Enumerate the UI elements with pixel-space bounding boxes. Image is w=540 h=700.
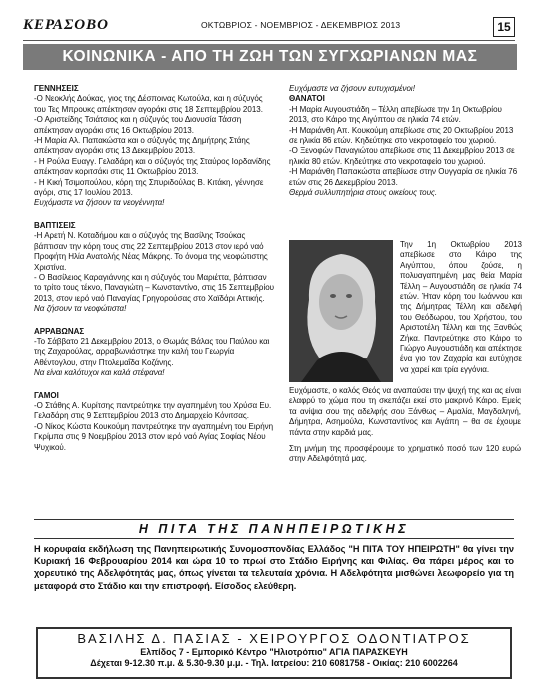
death-item: -Η Μαριάνθη Απ. Κουκούμη απεβίωσε στις 20 Οκτωβρίου 2013 σε ηλικία 86 ετών. Κηδεύτηκε στο νεκροταφείο του χωριού. bbox=[289, 125, 514, 146]
obituary-text: Την 1η Οκτωβρίου 2013 απεβίωσε στο Κάιρο της Αιγύπτου, όπου ζούσε, η πολυαγαπημένη μας θεία Μαρία Τέλλη – Αυγουστιάδη σε ηλικία 74 ετών. Ήταν κόρη του Ιωάννου και της Δήμητρας Τέλλη και αδελφή του Θεόδωρου, του Χρήστου, του Αριστοτέλη Τέλλη και της Ξανθώς Ζήκα. Παντρεύτηκε στο Κάιρο το Γιώργο Αυγουστιάδη και απέκτησε ένα γιο τον Ζαχαρία και ευτύχησε να χαρεί και τρία εγγόνια. bbox=[400, 240, 522, 374]
page-header bbox=[23, 16, 515, 41]
section-banner: ΚΟΙΝΩΝΙΚΑ - ΑΠΟ ΤΗ ΖΩΗ ΤΩΝ ΣΥΓΧΩΡΙΑΝΩΝ ΜΑΣ bbox=[23, 44, 517, 70]
wedding-item: -Ο Στάθης Α. Κυρίτσης παντρεύτηκε την αγαπημένη του Χρύσα Ευ. Γελαδάρη στις 9 Σεπτεμβρίου 2013 στο Δημαρχείο Κόνιτσας. bbox=[34, 400, 272, 421]
births-heading: ΓΕΝΝΗΣΕΙΣ bbox=[34, 84, 79, 93]
baptisms-wish: Να ζήσουν τα νεοφώτιστα! bbox=[34, 304, 127, 314]
ad-hours-phones: Δέχεται 9-12.30 π.μ. & 5.30-9.30 μ.μ. - Τηλ. Ιατρείου: 210 6081758 - Οικίας: 210 6002264 bbox=[90, 658, 458, 668]
issue-date: ΟΚΤΩΒΡΙΟΣ - ΝΟΕΜΒΡΙΟΣ - ΔΕΚΕΜΒΡΙΟΣ 2013 bbox=[201, 20, 401, 30]
birth-item: - Η Κική Τσιμοπούλου, κόρη της Σπυριδούλας Β. Κιτάκη, γέννησε αγόρι, στις 17 Ιουλίου 2013. bbox=[34, 177, 264, 198]
death-item: -Η Μαρία Αυγουστιάδη – Τέλλη απεβίωσε την 1η Οκτωβρίου 2013, στο Κάιρο της Αιγύπτου σε ηλικία 74 ετών. bbox=[289, 104, 502, 125]
birth-item: - Η Ρούλα Ευαγγ. Γελαδάρη και ο σύζυγός της Σταύρος Ιορδανίδης απέκτησαν κοριτσάκι στις 11 Οκτωβρίου 2013. bbox=[34, 156, 271, 177]
baptism-item: - Ο Βασίλειος Καραγιάννης και η σύζυγός του Μαριέττα, βάπτισαν το τρίτο τους τέκνο, Παναγιώτη – Κωνσταντίνο, στις 15 Σεπτεμβρίου 2013, στον ιερό ναό Παναγίας Γρηγορούσας στο Χαϊδάρι Αττικής. bbox=[34, 272, 275, 303]
death-item: -Η Μαριάνθη Παπακώστα απεβίωσε στην Ουγγαρία σε ηλικία 76 ετών στις 26 Δεκεμβρίου 2013. bbox=[289, 167, 518, 187]
engagements-heading: ΑΡΡΑΒΩΝΑΣ bbox=[34, 326, 85, 336]
baptism-item: -Η Αρετή Ν. Κοταδήμου και ο σύζυγός της Βασίλης Τσούκας βάπτισαν την κόρη τους στις 22 Σεπτεμβρίου 2013 στον ιερό ναό Προφήτη Ηλία Ανατολής Νέας Μάκρης. Το όνομα της νεοφώτιστης Χριστίνα. bbox=[34, 231, 268, 272]
deaths-heading: ΘΑΝΑΤΟΙ bbox=[289, 94, 325, 104]
birth-item: -Ο Νεοκλής Δούκας, γιος της Δέσποινας Κωτούλα, και η σύζυγός του Τες Μπρουκς απέκτησαν αγοράκι στις 18 Σεπτεμβρίου 2013. bbox=[34, 94, 263, 114]
obituary-memory: Στη μνήμη της προσφέρουμε το χρηματικό ποσό των 120 ευρώ στην Αδελφότητά μας. bbox=[289, 444, 521, 464]
obituary-photo bbox=[289, 240, 393, 382]
death-item: -Ο Ξενοφών Παναγιώτου απεβίωσε στις 11 Δεκεμβρίου 2013 σε ηλικία 80 ετών. Κηδεύτηκε στο νεκροταφείο του χωριού. bbox=[289, 146, 515, 166]
engagement-item: -Το Σάββατο 21 Δεκεμβρίου 2013, ο Θωμάς Βάλας του Παύλου και της Ζαχαρούλας, αρραβωνιάστηκε την καλή του Γεωργία Αθέντογλου, στην Πτολεμαΐδα Κοζάνης. bbox=[34, 336, 270, 367]
pita-heading: Η ΠΙΤΑ ΤΗΣ ΠΑΝΗΠΕΙΡΩΤΙΚΗΣ bbox=[34, 519, 514, 539]
deaths-condolence: Θερμά συλλυπητήρια στους οικείους τους. bbox=[289, 188, 438, 198]
pita-announcement: Η κορυφαία εκδήλωση της Πανηπειρωτικής Συνομοσπονδίας Ελλάδος "Η ΠΙΤΑ ΤΟΥ ΗΠΕΙΡΩΤΗ" θα γίνει την Κυριακή 16 Φεβρουαρίου 2014 και ώρα 10 το πρωί στο Στάδιο Ειρήνης και Φιλίας. Θα πάρει μέρος και το χορευτικό της Αδελφότητάς μας, όπως γίνεται τα τελευταία χρόνια. Η Αδελφότητα μισθώνει λεωφορείο για τη μεταφορά στο Στάδιο και την επιστροφή. Είσοδος ελεύθερη. bbox=[34, 544, 514, 591]
births-wish: Ευχόμαστε να ζήσουν τα νεογέννητα! bbox=[34, 198, 165, 208]
baptisms-heading: ΒΑΠΤΙΣΕΙΣ bbox=[34, 220, 76, 230]
birth-item: -Ο Αριστείδης Τσιάτσιος και η σύζυγός του Διονυσία Τάσση απέκτησαν αγοράκι στις 16 Οκτωβρίου 2013. bbox=[34, 115, 242, 135]
birth-item: -Η Μαρία Αλ. Παπακώστα και ο σύζυγός της Δημήτρης Στάης απέκτησαν αγοράκι στις 13 Δεκεμβρίου 2013. bbox=[34, 136, 250, 156]
dentist-advertisement bbox=[36, 627, 512, 679]
page-number: 15 bbox=[493, 17, 515, 37]
weddings-heading: ΓΑΜΟΙ bbox=[34, 390, 59, 400]
obituary-continued-text: Ευχόμαστε, ο καλός Θεός να αναπαύσει την ψυχή της και ας είναι ελαφρύ το χώμα που τη σκεπάζει εκεί στο μακρινό Κάιρο. Εμείς τα ανίψια σου της αδελφής σου Ξάνθως – Αμαλία, Μαγδαληνή, Δήμητρα, Ασημούλα, Κωνσταντίνος και Αγάπη – θα σε έχουμε πάντα στην καρδιά μας. bbox=[289, 386, 521, 437]
left-column bbox=[34, 84, 276, 453]
engagements-wish: Να είναι καλότυχοι και καλά στέφανα! bbox=[34, 368, 165, 378]
right-column-top bbox=[289, 84, 521, 198]
obituary-continued bbox=[289, 386, 521, 465]
newspaper-title: ΚΕΡΑΣΟΒΟ bbox=[23, 17, 109, 33]
ad-address: Ελπίδος 7 - Εμπορικό Κέντρο "Ηλιοτρόπιο" ΑΓΙΑ ΠΑΡΑΣΚΕΥΗ bbox=[140, 647, 408, 657]
ad-name: ΒΑΣΙΛΗΣ Δ. ΠΑΣΙΑΣ - ΧΕΙΡΟΥΡΓΟΣ ΟΔΟΝΤΙΑΤΡΟΣ bbox=[77, 631, 471, 646]
weddings-wish: Ευχόμαστε να ζήσουν ευτυχισμένοι! bbox=[289, 84, 415, 93]
wedding-item: -Ο Νίκος Κώστα Κουκούμη παντρεύτηκε την αγαπημένη του Ειρήνη Γκρίμπα στις 9 Νοεμβρίου 2013 στον ιερό ναό Αγίας Σοφίας Νέου Ψυχικού. bbox=[34, 421, 274, 452]
